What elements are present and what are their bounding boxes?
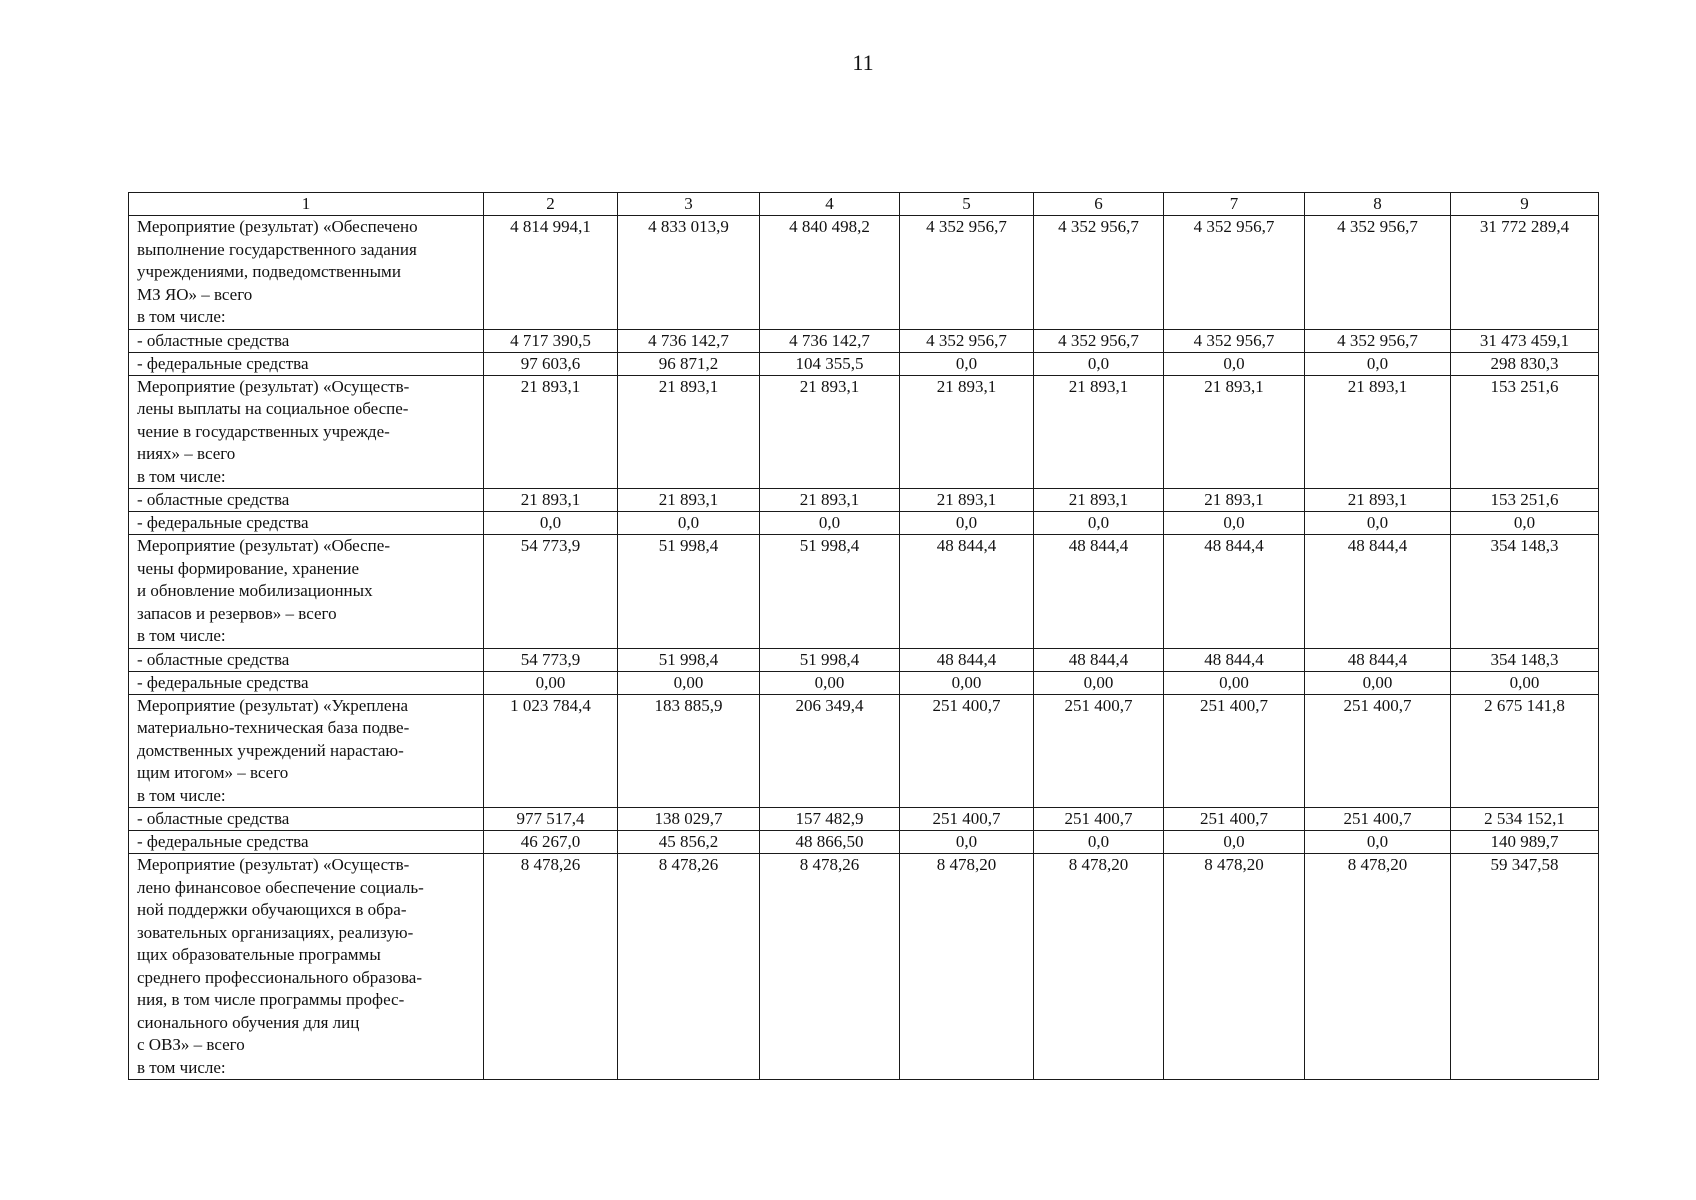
- year-value-cell: 54 773,9: [484, 648, 618, 671]
- activity-row: [129, 694, 1599, 808]
- year-value-cell: 0,00: [900, 671, 1034, 694]
- year-value-cell: 977 517,4: [484, 808, 618, 831]
- funding-source-label: - областные средства: [129, 489, 484, 512]
- year-value-cell: 0,0: [1034, 352, 1164, 375]
- year-value-cell: 21 893,1: [900, 489, 1034, 512]
- year-value-cell: 251 400,7: [1034, 808, 1164, 831]
- year-value-cell: 251 400,7: [1164, 694, 1305, 808]
- year-value-cell: 4 833 013,9: [618, 216, 760, 330]
- year-value-cell: 0,00: [1305, 671, 1451, 694]
- year-value-cell: 21 893,1: [1305, 375, 1451, 489]
- year-value-cell: 8 478,20: [1034, 854, 1164, 1080]
- funding-source-label: - федеральные средства: [129, 831, 484, 854]
- year-value-cell: 51 998,4: [618, 648, 760, 671]
- header-cell: 4: [760, 193, 900, 216]
- activity-label: Мероприятие (результат) «Обеспе- чены формирование, хранение и обновление мобилизационных запасов и резервов» – всего в том числе:: [129, 535, 484, 649]
- year-value-cell: 21 893,1: [484, 489, 618, 512]
- year-value-cell: 4 352 956,7: [1305, 329, 1451, 352]
- total-value-cell: 153 251,6: [1451, 489, 1599, 512]
- total-value-cell: 153 251,6: [1451, 375, 1599, 489]
- funding-source-row: [129, 808, 1599, 831]
- funding-source-label: - областные средства: [129, 648, 484, 671]
- year-value-cell: 21 893,1: [484, 375, 618, 489]
- year-value-cell: 51 998,4: [760, 535, 900, 649]
- funding-source-label: - областные средства: [129, 329, 484, 352]
- year-value-cell: 4 352 956,7: [900, 216, 1034, 330]
- year-value-cell: 0,0: [1164, 831, 1305, 854]
- year-value-cell: 4 352 956,7: [1164, 216, 1305, 330]
- year-value-cell: 8 478,26: [618, 854, 760, 1080]
- year-value-cell: 46 267,0: [484, 831, 618, 854]
- total-value-cell: 2 534 152,1: [1451, 808, 1599, 831]
- year-value-cell: 8 478,20: [900, 854, 1034, 1080]
- year-value-cell: 4 814 994,1: [484, 216, 618, 330]
- funding-source-row: [129, 489, 1599, 512]
- year-value-cell: 1 023 784,4: [484, 694, 618, 808]
- year-value-cell: 251 400,7: [900, 694, 1034, 808]
- funding-source-row: [129, 648, 1599, 671]
- year-value-cell: 21 893,1: [1164, 375, 1305, 489]
- year-value-cell: 0,0: [1305, 352, 1451, 375]
- year-value-cell: 104 355,5: [760, 352, 900, 375]
- total-value-cell: 140 989,7: [1451, 831, 1599, 854]
- year-value-cell: 8 478,20: [1164, 854, 1305, 1080]
- year-value-cell: 4 352 956,7: [900, 329, 1034, 352]
- funding-source-label: - федеральные средства: [129, 352, 484, 375]
- year-value-cell: 251 400,7: [1164, 808, 1305, 831]
- year-value-cell: 21 893,1: [1164, 489, 1305, 512]
- year-value-cell: 183 885,9: [618, 694, 760, 808]
- funding-source-row: [129, 329, 1599, 352]
- total-value-cell: 59 347,58: [1451, 854, 1599, 1080]
- year-value-cell: 21 893,1: [618, 375, 760, 489]
- total-value-cell: 0,00: [1451, 671, 1599, 694]
- year-value-cell: 4 352 956,7: [1164, 329, 1305, 352]
- year-value-cell: 21 893,1: [618, 489, 760, 512]
- activity-row: [129, 375, 1599, 489]
- budget-table: [128, 192, 1599, 1080]
- total-value-cell: 354 148,3: [1451, 535, 1599, 649]
- year-value-cell: 48 844,4: [1305, 648, 1451, 671]
- year-value-cell: 48 844,4: [1164, 535, 1305, 649]
- year-value-cell: 0,0: [760, 512, 900, 535]
- year-value-cell: 48 844,4: [900, 648, 1034, 671]
- activity-label: Мероприятие (результат) «Осуществ- лены выплаты на социальное обеспе- чение в государственных учрежде- ниях» – всего в том числе:: [129, 375, 484, 489]
- activity-label: Мероприятие (результат) «Обеспечено выполнение государственного задания учреждениями, подведомственными МЗ ЯО» – всего в том числе:: [129, 216, 484, 330]
- header-cell: 8: [1305, 193, 1451, 216]
- year-value-cell: 48 844,4: [1034, 648, 1164, 671]
- total-value-cell: 31 772 289,4: [1451, 216, 1599, 330]
- year-value-cell: 0,0: [618, 512, 760, 535]
- header-cell: 1: [129, 193, 484, 216]
- funding-source-row: [129, 671, 1599, 694]
- year-value-cell: 0,0: [1164, 352, 1305, 375]
- activity-row: [129, 535, 1599, 649]
- page-number: 11: [852, 50, 874, 75]
- year-value-cell: 4 840 498,2: [760, 216, 900, 330]
- year-value-cell: 4 736 142,7: [618, 329, 760, 352]
- year-value-cell: 0,0: [1164, 512, 1305, 535]
- year-value-cell: 21 893,1: [900, 375, 1034, 489]
- year-value-cell: 0,00: [618, 671, 760, 694]
- year-value-cell: 0,0: [1034, 831, 1164, 854]
- year-value-cell: 0,0: [1305, 512, 1451, 535]
- table-body: [129, 193, 1599, 1080]
- year-value-cell: 138 029,7: [618, 808, 760, 831]
- year-value-cell: 97 603,6: [484, 352, 618, 375]
- year-value-cell: 4 736 142,7: [760, 329, 900, 352]
- year-value-cell: 48 844,4: [900, 535, 1034, 649]
- year-value-cell: 206 349,4: [760, 694, 900, 808]
- funding-source-label: - областные средства: [129, 808, 484, 831]
- year-value-cell: 96 871,2: [618, 352, 760, 375]
- header-cell: 5: [900, 193, 1034, 216]
- header-cell: 9: [1451, 193, 1599, 216]
- activity-label: Мероприятие (результат) «Укреплена материально-техническая база подве- домственных учреждений нарастаю- щим итогом» – всего в том числе:: [129, 694, 484, 808]
- header-row: [129, 193, 1599, 216]
- total-value-cell: 0,0: [1451, 512, 1599, 535]
- total-value-cell: 354 148,3: [1451, 648, 1599, 671]
- total-value-cell: 31 473 459,1: [1451, 329, 1599, 352]
- year-value-cell: 251 400,7: [900, 808, 1034, 831]
- year-value-cell: 251 400,7: [1034, 694, 1164, 808]
- year-value-cell: 157 482,9: [760, 808, 900, 831]
- year-value-cell: 0,0: [1034, 512, 1164, 535]
- header-cell: 3: [618, 193, 760, 216]
- activity-row: [129, 854, 1599, 1080]
- year-value-cell: 8 478,26: [760, 854, 900, 1080]
- year-value-cell: 48 844,4: [1305, 535, 1451, 649]
- activity-row: [129, 216, 1599, 330]
- year-value-cell: 21 893,1: [760, 375, 900, 489]
- year-value-cell: 0,0: [484, 512, 618, 535]
- year-value-cell: 8 478,20: [1305, 854, 1451, 1080]
- year-value-cell: 48 844,4: [1034, 535, 1164, 649]
- funding-source-row: [129, 352, 1599, 375]
- year-value-cell: 0,00: [1164, 671, 1305, 694]
- total-value-cell: 298 830,3: [1451, 352, 1599, 375]
- year-value-cell: 45 856,2: [618, 831, 760, 854]
- year-value-cell: 21 893,1: [1034, 375, 1164, 489]
- header-cell: 7: [1164, 193, 1305, 216]
- year-value-cell: 0,00: [484, 671, 618, 694]
- funding-source-label: - федеральные средства: [129, 671, 484, 694]
- year-value-cell: 21 893,1: [760, 489, 900, 512]
- total-value-cell: 2 675 141,8: [1451, 694, 1599, 808]
- year-value-cell: 0,0: [900, 831, 1034, 854]
- year-value-cell: 4 352 956,7: [1305, 216, 1451, 330]
- header-cell: 6: [1034, 193, 1164, 216]
- funding-source-label: - федеральные средства: [129, 512, 484, 535]
- year-value-cell: 251 400,7: [1305, 694, 1451, 808]
- year-value-cell: 0,0: [1305, 831, 1451, 854]
- year-value-cell: 0,00: [760, 671, 900, 694]
- year-value-cell: 54 773,9: [484, 535, 618, 649]
- year-value-cell: 48 866,50: [760, 831, 900, 854]
- funding-source-row: [129, 512, 1599, 535]
- year-value-cell: 51 998,4: [760, 648, 900, 671]
- header-cell: 2: [484, 193, 618, 216]
- year-value-cell: 21 893,1: [1305, 489, 1451, 512]
- year-value-cell: 251 400,7: [1305, 808, 1451, 831]
- activity-label: Мероприятие (результат) «Осуществ- лено финансовое обеспечение социаль- ной поддержки обучающихся в обра- зовательных организациях, реализую- щих образовательные программы среднего профессионального образова- ния, в том числе программы профес- сионального обучения для лиц с ОВЗ» – всего в том числе:: [129, 854, 484, 1080]
- year-value-cell: 0,00: [1034, 671, 1164, 694]
- funding-source-row: [129, 831, 1599, 854]
- year-value-cell: 4 352 956,7: [1034, 329, 1164, 352]
- year-value-cell: 48 844,4: [1164, 648, 1305, 671]
- year-value-cell: 0,0: [900, 352, 1034, 375]
- year-value-cell: 0,0: [900, 512, 1034, 535]
- year-value-cell: 21 893,1: [1034, 489, 1164, 512]
- year-value-cell: 4 717 390,5: [484, 329, 618, 352]
- year-value-cell: 4 352 956,7: [1034, 216, 1164, 330]
- year-value-cell: 51 998,4: [618, 535, 760, 649]
- year-value-cell: 8 478,26: [484, 854, 618, 1080]
